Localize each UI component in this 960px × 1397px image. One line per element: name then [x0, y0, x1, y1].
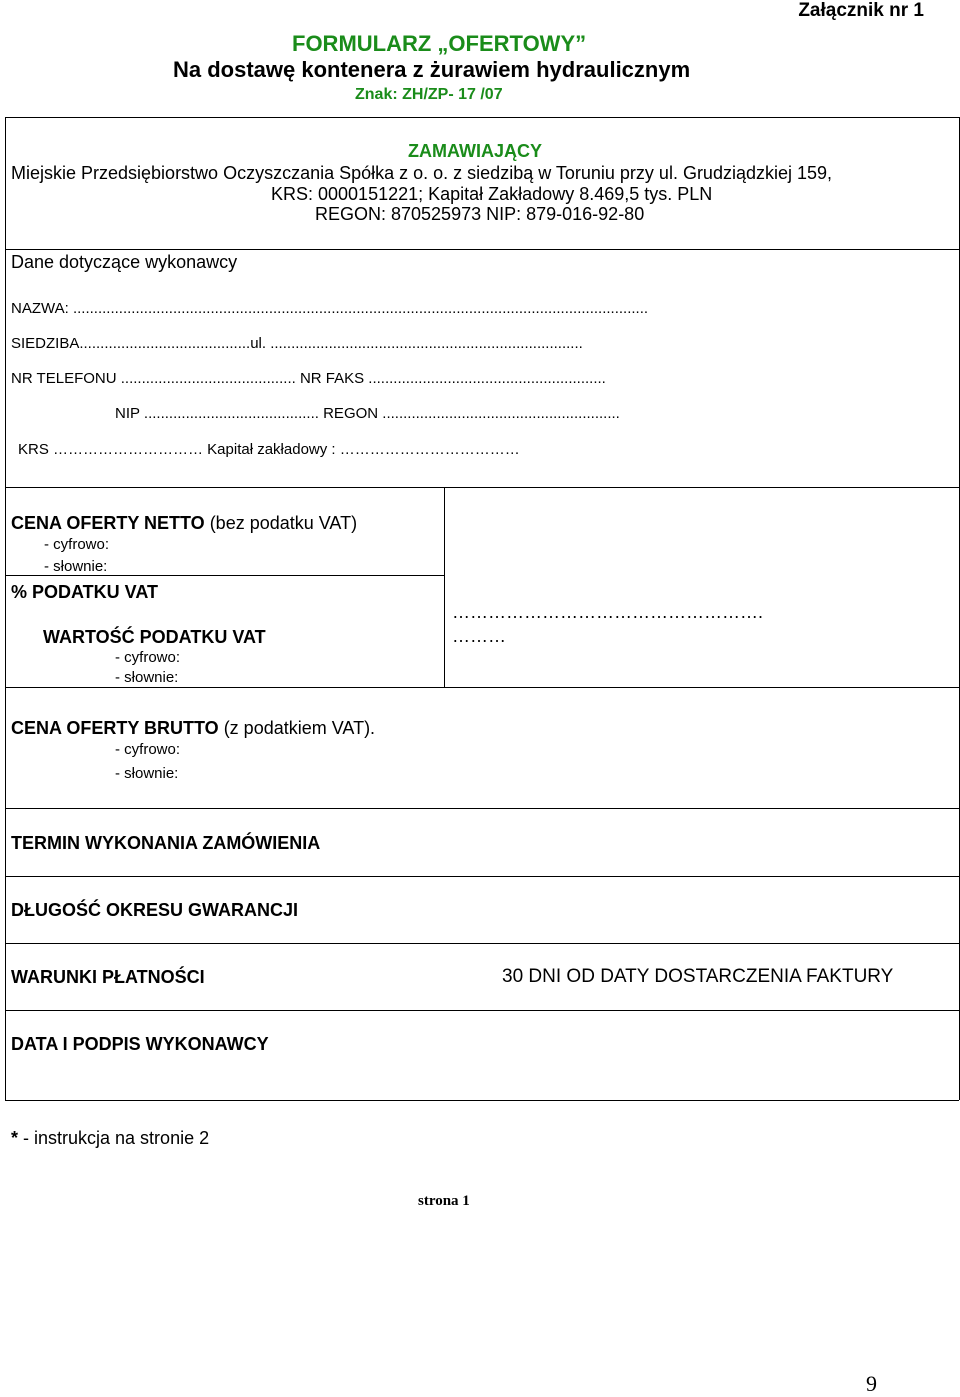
page-number: 9	[866, 1371, 877, 1396]
orderer-regon-nip: REGON: 870525973 NIP: 879-016-92-80	[315, 204, 645, 224]
orderer-name-address: Miejskie Przedsiębiorstwo Oczyszczania Spółka z o. o. z siedzibą w Toruniu przy ul. Grudziądzkiej 159,	[11, 163, 833, 183]
contractor-name-field[interactable]: NAZWA: ..........................................................................................................................................	[11, 300, 649, 317]
net-price-label-rest: (bez podatku VAT)	[204, 513, 358, 533]
vat-dots-line-2[interactable]: ………	[452, 626, 506, 646]
contractor-krs-capital-field[interactable]: KRS ………………………… Kapitał zakładowy : ………………………………	[18, 441, 520, 458]
net-price-digits: - cyfrowo:	[44, 536, 110, 553]
net-price-label-bold: CENA OFERTY NETTO	[11, 513, 205, 533]
payment-label: WARUNKI PŁATNOŚCI	[11, 967, 205, 987]
vat-value-words: - słownie:	[115, 669, 179, 686]
signature-label: DATA I PODPIS WYKONAWCY	[11, 1034, 269, 1054]
gross-price-label-rest: (z podatkiem VAT).	[218, 718, 376, 738]
vat-value-digits: - cyfrowo:	[115, 649, 181, 666]
instruction-note: * - instrukcja na stronie 2	[11, 1128, 210, 1148]
vat-dots-line-1[interactable]: …………………………………………….	[452, 602, 764, 622]
term-label: TERMIN WYKONANIA ZAMÓWIENIA	[11, 833, 321, 853]
net-price-words: - słownie:	[44, 558, 108, 575]
page-label: strona 1	[418, 1193, 470, 1209]
contractor-phone-fax-field[interactable]: NR TELEFONU .......................................... NR FAKS .........................................................	[11, 370, 606, 387]
orderer-heading: ZAMAWIAJĄCY	[408, 141, 542, 161]
vat-value-label: WARTOŚĆ PODATKU VAT	[43, 627, 266, 647]
instruction-note-text: - instrukcja na stronie 2	[18, 1128, 210, 1148]
form-subtitle: Na dostawę kontenera z żurawiem hydraulicznym	[173, 57, 691, 82]
gross-price-label-bold: CENA OFERTY BRUTTO	[11, 718, 219, 738]
form-title: FORMULARZ „OFERTOWY”	[292, 31, 587, 56]
payment-value: 30 DNI OD DATY DOSTARCZENIA FAKTURY	[502, 966, 894, 987]
gross-price-words: - słownie:	[115, 765, 179, 782]
contractor-heading: Dane dotyczące wykonawcy	[11, 252, 238, 272]
contractor-seat-field[interactable]: SIEDZIBA.........................................ul. ...........................................................................	[11, 335, 583, 352]
gross-price-label	[11, 718, 375, 739]
annex-label: Załącznik nr 1	[798, 0, 924, 21]
reference-number: Znak: ZH/ZP- 17 /07	[355, 86, 503, 103]
contractor-nip-regon-field[interactable]: NIP .......................................... REGON .........................................................	[115, 405, 620, 422]
vat-percent-label: % PODATKU VAT	[11, 582, 158, 602]
orderer-krs-capital: KRS: 0000151221; Kapitał Zakładowy 8.469,5 tys. PLN	[271, 184, 713, 204]
warranty-label: DŁUGOŚĆ OKRESU GWARANCJI	[11, 900, 299, 920]
net-price-label	[11, 513, 357, 534]
gross-price-digits: - cyfrowo:	[115, 741, 181, 758]
